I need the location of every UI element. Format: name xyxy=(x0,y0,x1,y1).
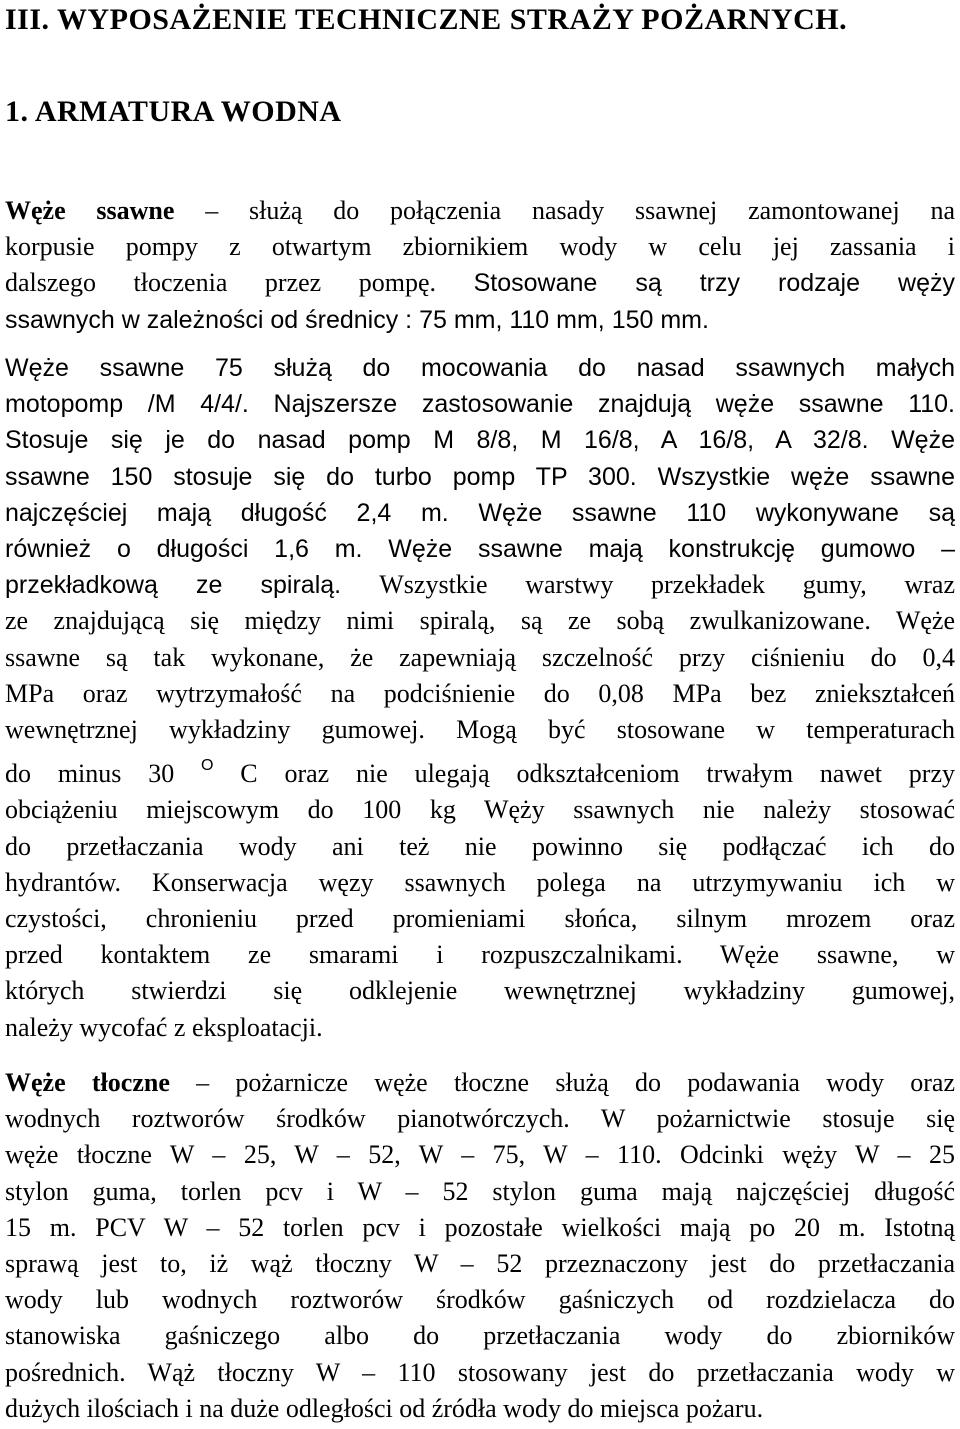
text-line: czystości, chronieniu przed promieniami słońca, silnym mrozem oraz xyxy=(5,904,955,934)
text-line: ssawnych w zależności od średnicy : 75 mm, 110 mm, 150 mm. xyxy=(5,305,709,334)
paragraph-suction-hoses-details xyxy=(5,350,955,1046)
term-delivery-hoses: Węże tłoczne xyxy=(5,1068,170,1097)
text-line: przed kontaktem ze smarami i rozpuszczalnikami. Węże ssawne, w xyxy=(5,940,955,970)
text-line: MPa oraz wytrzymałość na podciśnienie do 0,08 MPa bez zniekształceń xyxy=(5,678,955,708)
text-line: sprawą jest to, iż wąż tłoczny W – 52 przeznaczony jest do przetłaczania xyxy=(5,1249,955,1279)
text-line: hydrantów. Konserwacja węzy ssawnych polega na utrzymywaniu ich w xyxy=(5,867,955,897)
text-line: motopomp /M 4/4/. Najszersze zastosowanie znajdują węże ssawne 110. xyxy=(5,390,955,419)
text-line: również o długości 1,6 m. Węże ssawne mają konstrukcję gumowo – xyxy=(5,535,955,564)
text-line: wewnętrznej wykładziny gumowej. Mogą być stosowane w temperaturach xyxy=(5,715,955,745)
text-fragment: C oraz nie ulegają odkształceniom trwałym nawet przy xyxy=(213,759,955,789)
chapter-title: III. WYPOSAŻENIE TECHNICZNE STRAŻY POŻARNYCH. xyxy=(5,3,848,36)
paragraph-delivery-hoses xyxy=(5,1065,955,1427)
text-line xyxy=(5,567,955,603)
text-fragment: – pożarnicze węże tłoczne służą do podawania wody oraz xyxy=(169,1068,955,1097)
text-line: dużych ilościach i na duże odległości od źródła wody do miejsca pożaru. xyxy=(5,1393,764,1423)
section-title: 1. ARMATURA WODNA xyxy=(5,95,342,128)
text-line: stanowiska gaśniczego albo do przetłaczania wody do zbiorników xyxy=(5,1321,955,1351)
text-fragment: dalszego tłoczenia przez pompę. xyxy=(5,268,474,298)
paragraph-suction-hoses-intro xyxy=(5,193,955,338)
text-line xyxy=(5,1065,955,1101)
text-fragment: przekładkową ze spiralą. xyxy=(5,571,380,600)
text-line: wodnych roztworów środków pianotwórczych. W pożarnictwie stosuje się xyxy=(5,1104,955,1134)
text-fragment: – służą do połączenia nasady ssawnej zamontowanej na xyxy=(174,196,956,225)
text-line: których stwierdzi się odklejenie wewnętrznej wykładziny gumowej, xyxy=(5,976,955,1006)
text-line xyxy=(5,265,955,301)
text-line: obciążeniu miejscowym do 100 kg Węży ssawnych nie należy stosować xyxy=(5,795,955,825)
text-line: do przetłaczania wody ani też nie powinno się podłączać ich do xyxy=(5,831,955,861)
term-suction-hoses: Węże ssawne xyxy=(5,196,175,225)
text-line: 15 m. PCV W – 52 torlen pcv i pozostałe wielkości mają po 20 m. Istotną xyxy=(5,1212,955,1242)
text-line: pośrednich. Wąż tłoczny W – 110 stosowany jest do przetłaczania wody w xyxy=(5,1357,955,1387)
text-line: korpusie pompy z otwartym zbiornikiem wody w celu jej zassania i xyxy=(5,232,955,262)
text-line: należy wycofać z eksploatacji. xyxy=(5,1012,323,1042)
text-line: Węże ssawne 75 służą do mocowania do nasad ssawnych małych xyxy=(5,354,955,382)
text-line: stylon guma, torlen pcv i W – 52 stylon guma mają najczęściej długość xyxy=(5,1176,955,1206)
text-line xyxy=(5,756,955,792)
text-line: Stosuje się je do nasad pomp M 8/8, M 16/8, A 16/8, A 32/8. Węże xyxy=(5,426,955,455)
text-line: wody lub wodnych roztworów środków gaśniczych od rozdzielacza do xyxy=(5,1285,955,1315)
text-line xyxy=(5,193,955,229)
text-fragment: Stosowane są trzy rodzaje węży xyxy=(473,269,955,298)
text-line: ssawne 150 stosuje się do turbo pomp TP 300. Wszystkie węże ssawne xyxy=(5,462,955,491)
text-line: ze znajdującą się między nimi spiralą, są ze sobą zwulkanizowane. Węże xyxy=(5,606,955,636)
text-line: najczęściej mają długość 2,4 m. Węże ssawne 110 wykonywane są xyxy=(5,498,955,527)
text-line: węże tłoczne W – 25, W – 52, W – 75, W – 110. Odcinki węży W – 25 xyxy=(5,1140,955,1170)
degree-symbol: O xyxy=(201,757,214,775)
text-line: ssawne są tak wykonane, że zapewniają szczelność przy ciśnieniu do 0,4 xyxy=(5,642,955,672)
text-fragment: Wszystkie warstwy przekładek gumy, wraz xyxy=(379,570,955,600)
text-fragment: do minus 30 xyxy=(5,759,202,789)
